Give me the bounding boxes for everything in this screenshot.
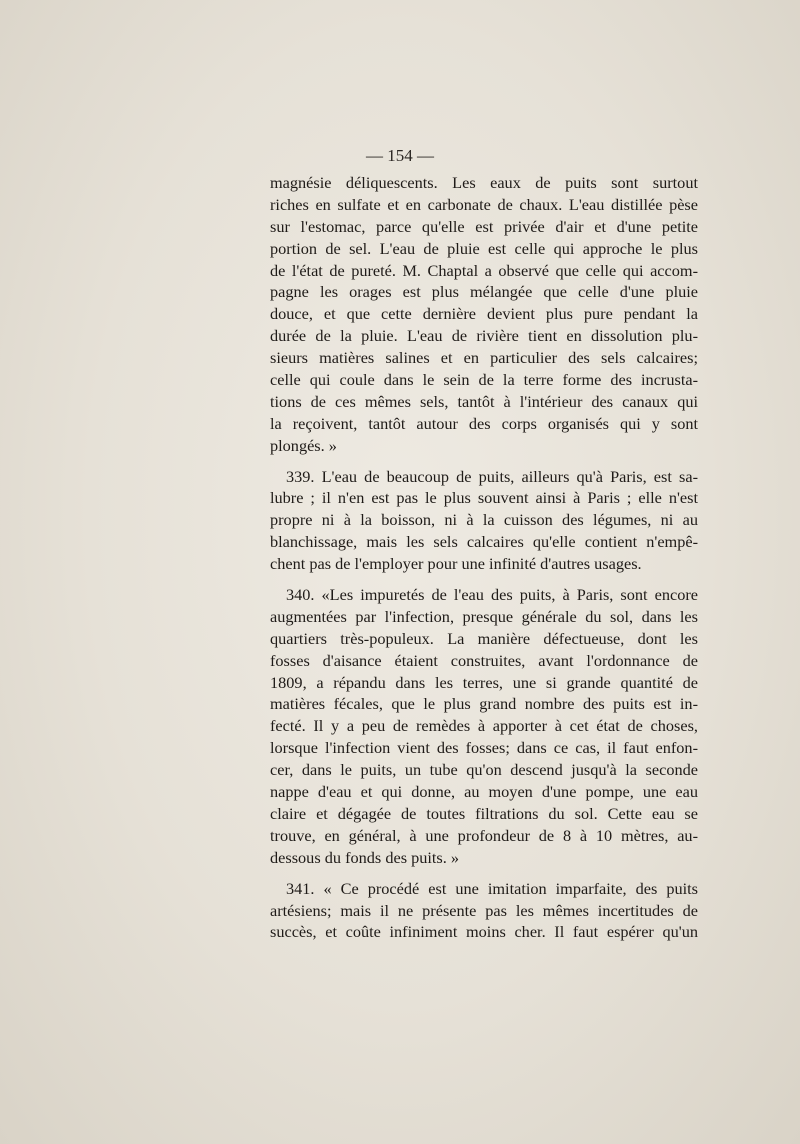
text-line: succès, et coûte infiniment moins cher. Il faut espérer qu'un xyxy=(270,922,698,942)
paragraph xyxy=(270,172,698,457)
text-line: la reçoivent, tantôt autour des corps organisés qui y sont xyxy=(270,413,698,433)
text-line: pagne les orages est plus mélangée que celle d'une pluie xyxy=(270,282,698,302)
text-line: dessous du fonds des puits. » xyxy=(270,847,460,867)
text-line: augmentées par l'infection, presque générale du sol, dans les xyxy=(270,606,698,626)
text-line: 341. « Ce procédé est une imitation imparfaite, des puits xyxy=(286,878,698,898)
text-line: chent pas de l'employer pour une infinité d'autres usages. xyxy=(270,554,642,574)
text-line: trouve, en général, à une profondeur de 8 à 10 mètres, au- xyxy=(270,825,698,845)
text-line: 339. L'eau de beaucoup de puits, ailleurs qu'à Paris, est sa- xyxy=(286,466,698,486)
text-line: durée de la pluie. L'eau de rivière tient en dissolution plu- xyxy=(270,326,698,346)
text-line: tions de ces mêmes sels, tantôt à l'intérieur des canaux qui xyxy=(270,391,698,411)
text-line: de l'état de pureté. M. Chaptal a observé que celle qui accom- xyxy=(270,260,698,280)
text-line: propre ni à la boisson, ni à la cuisson des légumes, ni au xyxy=(270,510,698,530)
text-line: claire et dégagée de toutes filtrations du sol. Cette eau se xyxy=(270,803,698,823)
text-line: matières fécales, que le plus grand nombre des puits est in- xyxy=(270,694,698,714)
paragraph-gap xyxy=(270,869,698,878)
text-line: plongés. » xyxy=(270,435,337,455)
text-line: douce, et que cette dernière devient plus pure pendant la xyxy=(270,304,698,324)
text-line: riches en sulfate et en carbonate de chaux. L'eau distillée pèse xyxy=(270,194,698,214)
text-line: lubre ; il n'en est pas le plus souvent ainsi à Paris ; elle n'est xyxy=(270,488,698,508)
text-line: blanchissage, mais les sels calcaires qu'elle contient n'empê- xyxy=(270,532,698,552)
text-line: lorsque l'infection vient des fosses; dans ce cas, il faut enfon- xyxy=(270,738,698,758)
text-line: portion de sel. L'eau de pluie est celle qui approche le plus xyxy=(270,238,698,258)
text-line: cer, dans le puits, un tube qu'on descend jusqu'à la seconde xyxy=(270,760,698,780)
paragraph-gap xyxy=(270,575,698,584)
page-number: — 154 — xyxy=(366,146,434,165)
text-line: artésiens; mais il ne présente pas les mêmes incertitudes de xyxy=(270,900,698,920)
paragraph xyxy=(270,584,698,869)
text-line: fosses d'aisance étaient construites, avant l'ordonnance de xyxy=(270,650,698,670)
paragraph xyxy=(270,466,698,575)
body-text xyxy=(270,172,698,943)
text-line: sur l'estomac, parce qu'elle est privée d'air et d'une petite xyxy=(270,216,698,236)
paragraph-gap xyxy=(270,457,698,466)
text-line: sieurs matières salines et en particulier des sels calcaires; xyxy=(270,348,698,368)
text-line: nappe d'eau et qui donne, au moyen d'une pompe, une eau xyxy=(270,782,698,802)
text-line: fecté. Il y a peu de remèdes à apporter à cet état de choses, xyxy=(270,716,698,736)
text-line: quartiers très-populeux. La manière défectueuse, dont les xyxy=(270,628,698,648)
text-line: magnésie déliquescents. Les eaux de puits sont surtout xyxy=(270,173,698,192)
text-line: 1809, a répandu dans les terres, une si grande quantité de xyxy=(270,672,698,692)
text-line: 340. «Les impuretés de l'eau des puits, à Paris, sont encore xyxy=(286,585,698,605)
text-line: celle qui coule dans le sein de la terre forme des incrusta- xyxy=(270,370,698,390)
paragraph xyxy=(270,878,698,944)
